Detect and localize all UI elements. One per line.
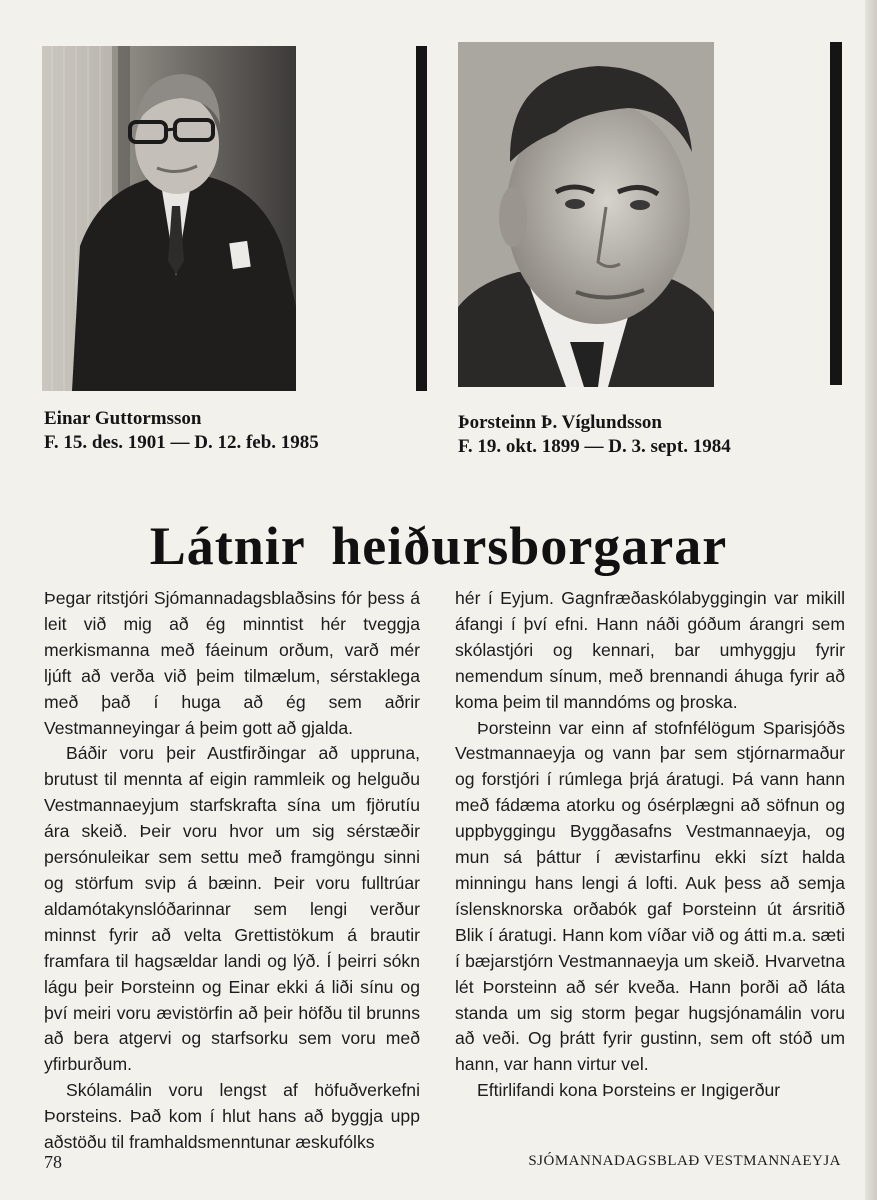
- right-paragraph-3: Eftirlifandi kona Þorsteins er Ingigerður: [477, 1080, 781, 1101]
- article-right-column: [455, 586, 845, 1104]
- portrait-photo-thorsteinn: [458, 42, 714, 387]
- right-paragraph-1: hér í Eyjum. Gagnfræðaskólabyggingin var mikill áfangi í því efni. Hann náði góðum árangri sem skólastjóri og kennari, bar umhyggju fyrir nemendum sínum, með brennandi áhuga fyrir að koma þeim til manndóms og þroska.: [455, 588, 845, 712]
- left-photo-rule: [416, 46, 427, 391]
- caption-einar-name: Einar Guttormsson: [44, 408, 202, 429]
- page-number: 78: [44, 1152, 62, 1172]
- left-paragraph-2: Báðir voru þeir Austfirðingar að uppruna, brutust til mennta af eigin rammleik og helguðu Vestmannaeyjum starfskrafta sína um fjörutíu ára skeið. Þeir voru hvor um sig sérstæðir persónuleikar sem settu með framgöngu sinni og störfum svip á bæinn. Þeir voru fulltrúar aldamótakynslóðarinnar sem lengi verður minnst fyrir að velta Grettistökum á brautir framfara til hagsældar landi og lýð. Í þeirri sókn lágu þeir Þorsteinn og Einar ekki á liði sínu og því meiri voru ævistörfin að þeir höfðu til brunns að bera atgervi og starfsorku sem voru með yfirburðum.: [44, 743, 420, 1075]
- caption-einar: [44, 407, 319, 455]
- caption-thorsteinn-dates: F. 19. okt. 1899 — D. 3. sept. 1984: [458, 436, 731, 457]
- caption-thorsteinn: [458, 411, 731, 459]
- publication-name: SJÓMANNADAGSBLAÐ VESTMANNAEYJA: [528, 1153, 841, 1169]
- portrait-photo-einar: [42, 46, 296, 391]
- right-photo-rule: [830, 42, 842, 385]
- caption-einar-dates: F. 15. des. 1901 — D. 12. feb. 1985: [44, 432, 319, 453]
- page-edge: [865, 0, 877, 1200]
- article-left-column: [44, 586, 420, 1156]
- article-title: Látnir heiðursborgarar: [149, 516, 728, 576]
- caption-thorsteinn-name: Þorsteinn Þ. Víglundsson: [458, 412, 662, 433]
- right-paragraph-2: Þorsteinn var einn af stofnfélögum Sparisjóðs Vestmannaeyja og vann þar sem stjórnarmaður og forstjóri í rúmlega þrjá áratugi. Þá vann hann með fádæma atorku og ósérplægni að söfnun og uppbyggingu Byggðasafns Vestmannaeyja, og mun sá þáttur í ævistarfinu ekki sízt halda minningu hans lengi á lofti. Auk þess að semja íslensknorska orðabók gaf Þorsteinn út ársritið Blik í áratugi. Hann kom víðar við og átti m.a. sæti í bæjarstjórn Vestmannaeyja um skeið. Hvarvetna lét Þorsteinn að sér kveða. Hann þorði að láta standa um sig storm þegar hugsjónamálin voru að veði. Og þrátt fyrir gustinn, sem oft stóð um hann, var hann virtur vel.: [455, 717, 845, 1075]
- left-paragraph-3: Skólamálin voru lengst af höfuðverkefni Þorsteins. Það kom í hlut hans að byggja upp aðstöðu til framhaldsmenntunar æskufólks: [44, 1080, 420, 1153]
- left-paragraph-1: Þegar ritstjóri Sjómannadagsblaðsins fór þess á leit við mig að ég minntist hér tveggja merkismanna með fáeinum orðum, varð mér ljúft að verða við þeim tilmælum, sérstaklega með það í huga að ég sem aðrir Vestmanneyingar á þeim gott að gjalda.: [44, 588, 420, 738]
